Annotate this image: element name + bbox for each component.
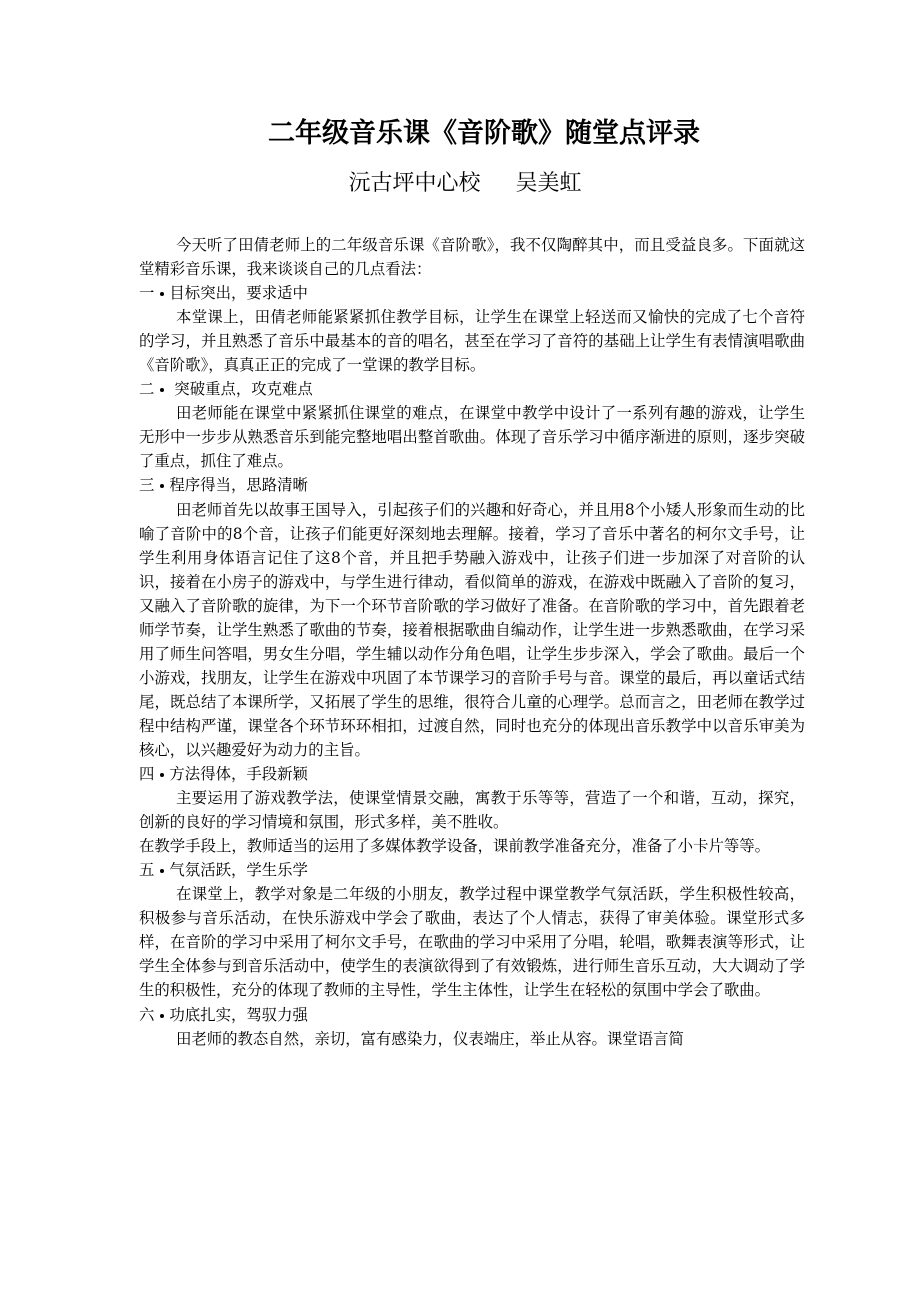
- bullet-dot-icon: [160, 388, 164, 392]
- intro-paragraph: 今天听了田倩老师上的二年级音乐课《音阶歌》，我不仅陶醉其中，而且受益良多。下面就这堂精彩音乐课，我来谈谈自己的几点看法：: [139, 236, 805, 279]
- section-heading-6: [139, 1003, 805, 1027]
- section-title: 目标突出，要求适中: [169, 284, 308, 303]
- section-number: 四: [139, 765, 155, 784]
- section-number: 三: [139, 476, 155, 495]
- section-heading-2: [139, 377, 805, 401]
- section-number: 一: [139, 284, 155, 303]
- section-paragraph: 田老师首先以故事王国导入，引起孩子们的兴趣和好奇心，并且用8个小矮人形象而生动的比喻了音阶中的8个音，让孩子们能更好深刻地去理解。接着，学习了音乐中著名的柯尔文手号，让学生利用身体语言记住了这8个音，并且把手势融入游戏中，让孩子们进一步加深了对音阶的认识，接着在小房子的游戏中，与学生进行律动，看似简单的游戏，在游戏中既融入了音阶的复习，又融入了音阶歌的旋律，为下一个环节音阶歌的学习做好了准备。在音阶歌的学习中，首先跟着老师学节奏，让学生熟悉了歌曲的节奏，接着根据歌曲自编动作，让学生进一步熟悉歌曲，在学习采用了师生问答唱，男女生分唱，学生辅以动作分角色唱，让学生步步深入，学会了歌曲。最后一个小游戏，找朋友，让学生在游戏中巩固了本节课学习的音阶手号与音。课堂的最后，再以童话式结尾，既总结了本课所学，又拓展了学生的思维，很符合儿童的心理学。总而言之，田老师在教学过程中结构严谨，课堂各个环节环环相扣，过渡自然，同时也充分的体现出音乐教学中以音乐审美为核心，以兴趣爱好为动力的主旨。: [139, 500, 805, 759]
- section-heading-1: [139, 281, 805, 305]
- section-title: 方法得体，手段新颖: [169, 765, 308, 784]
- section-number: 六: [139, 1005, 155, 1024]
- section-paragraph: 田老师的教态自然，亲切，富有感染力，仪表端庄，举止从容。课堂语言简: [175, 1029, 684, 1048]
- document-title: 二年级音乐课《音阶歌》随堂点评录: [268, 118, 700, 149]
- bullet-dot-icon: [160, 292, 164, 296]
- section-paragraph: 田老师能在课堂中紧紧抓住课堂的难点，在课堂中教学中设计了一系列有趣的游戏，让学生无形中一步步从熟悉音乐到能完整地唱出整首歌曲。体现了音乐学习中循序渐进的原则，逐步突破了重点，抓住了难点。: [139, 404, 805, 471]
- section-title: 气氛活跃，学生乐学: [169, 861, 308, 880]
- section-number: 五: [139, 861, 155, 880]
- section-heading-5: [139, 858, 805, 882]
- section-heading-4: [139, 762, 805, 786]
- document-byline: 沅古坪中心校 吴美虹: [348, 171, 582, 196]
- bullet-dot-icon: [160, 1014, 164, 1018]
- bullet-dot-icon: [160, 773, 164, 777]
- section-paragraph: 本堂课上，田倩老师能紧紧抓住教学目标，让学生在课堂上轻送而又愉快的完成了七个音符的学习，并且熟悉了音乐中最基本的音的唱名，甚至在学习了音符的基础上让学生有表情演唱歌曲《音阶歌》，真真正正的完成了一堂课的教学目标。: [139, 308, 805, 375]
- document-body: [139, 233, 805, 1051]
- section-title: 程序得当，思路清晰: [169, 476, 308, 495]
- section-paragraph: 在课堂上，教学对象是二年级的小朋友，教学过程中课堂教学气氛活跃，学生积极性较高，积极参与音乐活动，在快乐游戏中学会了歌曲，表达了个人情志，获得了审美体验。课堂形式多样，在音阶的学习中采用了柯尔文手号，在歌曲的学习中采用了分唱，轮唱，歌舞表演等形式，让学生全体参与到音乐活动中，使学生的表演欲得到了有效锻炼，进行师生音乐互动，大大调动了学生的积极性，充分的体现了教师的主导性，学生主体性，让学生在轻松的氛围中学会了歌曲。: [139, 885, 805, 1000]
- bullet-dot-icon: [160, 869, 164, 873]
- section-paragraph: 在教学手段上，教师适当的运用了多媒体教学设备，课前教学准备充分，准备了小卡片等等。: [139, 837, 771, 856]
- section-title: 功底扎实，驾驭力强: [169, 1005, 308, 1024]
- bullet-dot-icon: [160, 484, 164, 488]
- section-number: 二: [139, 380, 155, 399]
- section-title: 突破重点，攻克难点: [169, 380, 313, 399]
- section-paragraph: 主要运用了游戏教学法，使课堂情景交融，寓教于乐等等，营造了一个和谐，互动，探究，创新的良好的学习情境和氛围，形式多样，美不胜收。: [139, 789, 805, 832]
- section-heading-3: [139, 473, 805, 497]
